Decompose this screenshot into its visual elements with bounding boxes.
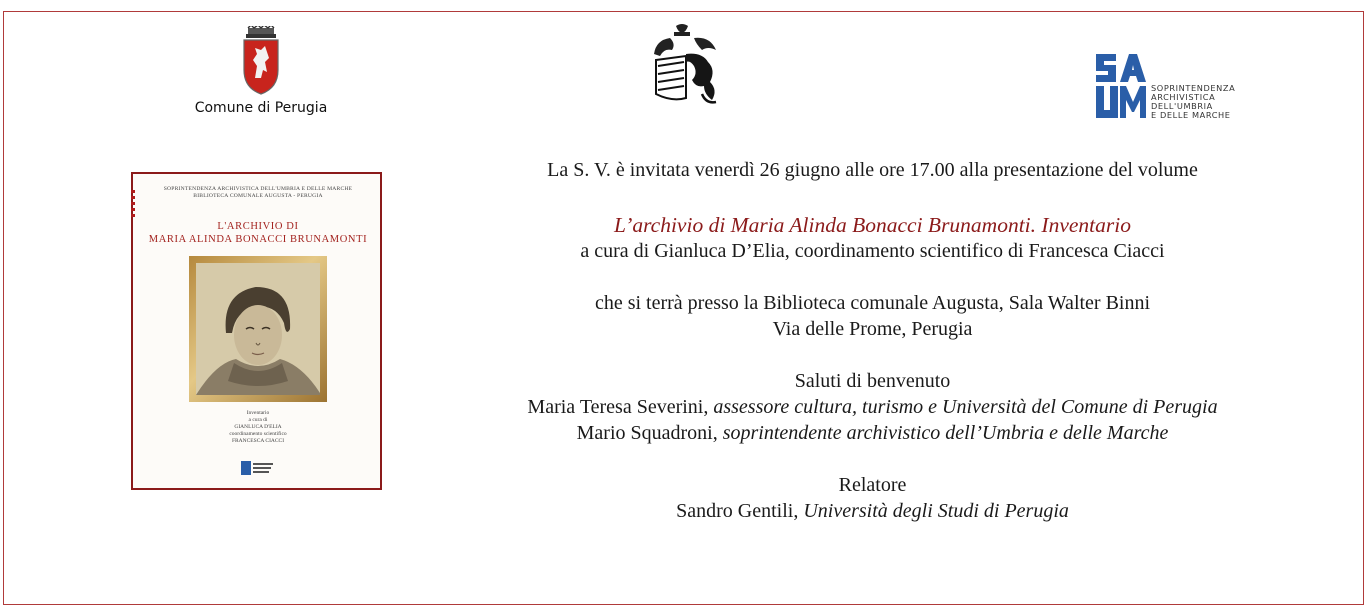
sa-text-line: DELL'UMBRIA	[1151, 101, 1213, 111]
greeter-line	[420, 420, 1325, 446]
cover-credit-line: GIANLUCA D'ELIA	[234, 424, 282, 430]
portrait-image	[196, 263, 320, 395]
sa-text-line: E DELLE MARCHE	[1151, 110, 1231, 120]
speaker-role: Università degli Studi di Perugia	[803, 500, 1069, 522]
greeter-line	[420, 394, 1325, 420]
cover-red-mark	[131, 190, 135, 218]
speaker-heading: Relatore	[838, 474, 907, 496]
cover-credit-line: a cura di	[248, 417, 268, 423]
cover-credit-line: FRANCESCA CIACCI	[231, 438, 285, 444]
soprintendenza-text	[1151, 84, 1235, 120]
soprintendenza-logo	[1094, 50, 1254, 122]
cover-title-line: L'ARCHIVIO DI	[217, 221, 299, 232]
invitation-line: La S. V. è invitata venerdì 26 giugno alle ore 17.00 alla presentazione del volume	[547, 159, 1198, 181]
cover-institution	[147, 186, 369, 200]
cover-institution-line: SOPRINTENDENZA ARCHIVISTICA DELL'UMBRIA E DELLE MARCHE	[163, 186, 353, 192]
curator-line: a cura di Gianluca D’Elia, coordinamento scientifico di Francesca Ciacci	[580, 240, 1165, 262]
heraldic-emblem-icon	[646, 24, 726, 106]
cover-credit-line: Inventario	[246, 410, 270, 416]
sa-text-line: SOPRINTENDENZA	[1151, 83, 1236, 93]
publisher-logo-icon	[239, 459, 275, 477]
venue-line: che si terrà presso la Biblioteca comunale Augusta, Sala Walter Binni	[594, 292, 1151, 314]
perugia-coat-of-arms-icon	[239, 26, 283, 96]
greeter-role: assessore cultura, turismo e Università del Comune di Perugia	[713, 396, 1218, 418]
comune-di-perugia-logo	[186, 26, 336, 116]
speaker-name: Sandro Gentili,	[676, 500, 799, 522]
sa-text-line: ARCHIVISTICA	[1151, 92, 1216, 102]
greeter-role: soprintendente archivistico dell’Umbria e delle Marche	[722, 422, 1169, 444]
cover-credits	[143, 410, 373, 445]
greeter-name: Maria Teresa Severini,	[527, 396, 709, 418]
cover-title-line: MARIA ALINDA BONACCI BRUNAMONTI	[148, 234, 368, 245]
greetings-heading: Saluti di benvenuto	[794, 370, 951, 392]
cover-title	[143, 220, 373, 246]
portrait-frame	[189, 256, 327, 402]
speaker-line	[420, 498, 1325, 524]
invitation-text	[420, 157, 1325, 524]
book-cover	[131, 172, 382, 490]
saum-mark-icon	[1094, 50, 1146, 120]
comune-caption: Comune di Perugia	[194, 100, 328, 116]
cover-credit-line: coordinamento scientifico	[229, 431, 287, 437]
cover-institution-line: BIBLIOTECA COMUNALE AUGUSTA - PERUGIA	[193, 193, 323, 199]
volume-title: L’archivio di Maria Alinda Bonacci Brunamonti. Inventario	[614, 213, 1131, 237]
greeter-name: Mario Squadroni,	[576, 422, 718, 444]
address-line: Via delle Prome, Perugia	[772, 318, 973, 340]
